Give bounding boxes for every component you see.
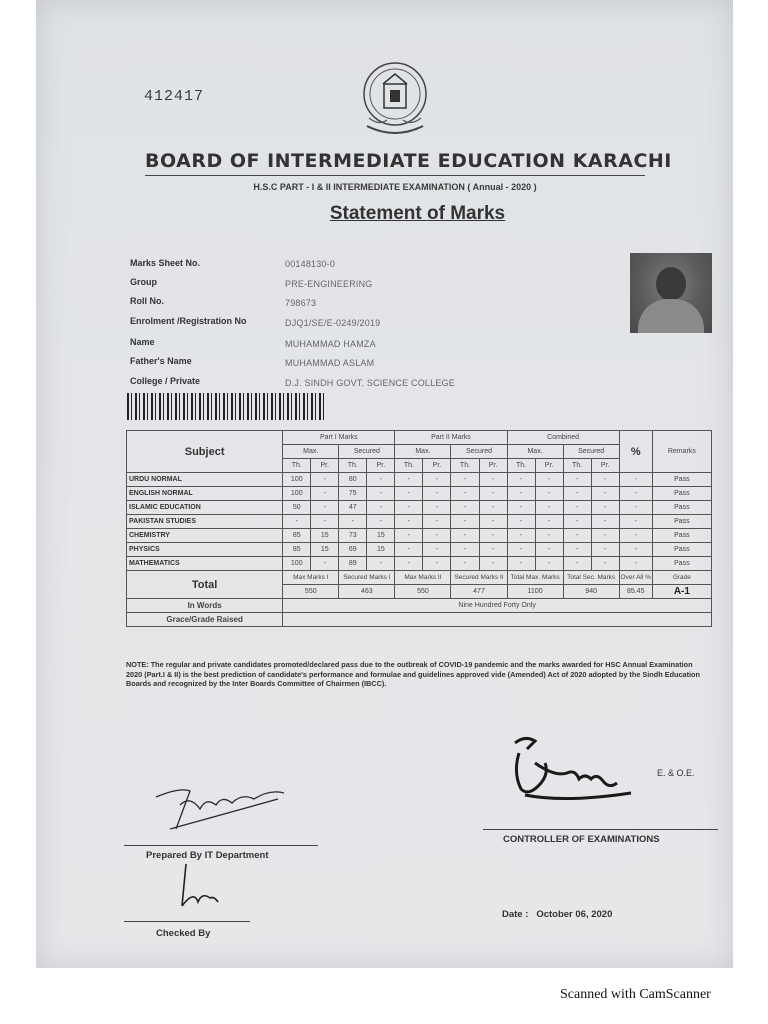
controller-signature <box>505 733 635 805</box>
mark-cell: - <box>367 501 395 515</box>
mark-cell: - <box>451 543 479 557</box>
mark-cell: - <box>339 515 367 529</box>
photo-body <box>638 299 704 333</box>
table-row <box>127 543 712 557</box>
controller-title: CONTROLLER OF EXAMINATIONS <box>503 834 660 845</box>
barcode <box>127 393 324 420</box>
pr-header: Pr. <box>591 459 619 473</box>
mark-cell: 89 <box>339 557 367 571</box>
mark-cell: - <box>563 557 591 571</box>
mark-cell: - <box>395 473 423 487</box>
remark-cell: Pass <box>652 515 711 529</box>
mark-cell: - <box>423 557 451 571</box>
remark-cell: Pass <box>652 529 711 543</box>
mark-cell: - <box>451 557 479 571</box>
mark-cell: - <box>591 487 619 501</box>
mark-cell: - <box>451 473 479 487</box>
mark-cell: - <box>507 529 535 543</box>
total-header: Secured Marks I <box>339 571 395 585</box>
date-value: October 06, 2020 <box>536 909 613 920</box>
mark-cell: - <box>423 515 451 529</box>
mark-cell: - <box>311 501 339 515</box>
max-header: Max. <box>395 445 451 459</box>
mark-cell: - <box>395 543 423 557</box>
label-group: Group <box>130 277 157 287</box>
total-value: 1100 <box>507 585 563 599</box>
mark-cell: - <box>535 529 563 543</box>
value-group: PRE-ENGINEERING <box>285 279 373 289</box>
th-header: Th. <box>451 459 479 473</box>
remark-cell: Pass <box>652 487 711 501</box>
mark-cell: - <box>395 557 423 571</box>
mark-cell: - <box>535 543 563 557</box>
table-row <box>127 529 712 543</box>
mark-cell: - <box>563 487 591 501</box>
mark-cell: - <box>479 557 507 571</box>
value-name: MUHAMMAD HAMZA <box>285 339 376 349</box>
checked-line <box>124 921 250 922</box>
mark-cell: - <box>283 515 311 529</box>
remark-cell: Pass <box>652 501 711 515</box>
title-rule <box>145 175 645 176</box>
grace-label: Grace/Grade Raised <box>127 613 283 627</box>
in-words-label: In Words <box>127 599 283 613</box>
document-title <box>145 203 690 225</box>
total-value: 550 <box>395 585 451 599</box>
in-words-value: Nine Hundred Forty Only <box>283 599 712 613</box>
th-header: Th. <box>563 459 591 473</box>
mark-cell: - <box>563 515 591 529</box>
table-row <box>127 515 712 529</box>
subject-header: Subject <box>127 431 283 473</box>
marks-table <box>126 430 712 627</box>
mark-cell: - <box>591 515 619 529</box>
mark-cell: - <box>535 473 563 487</box>
table-row <box>127 501 712 515</box>
mark-cell: - <box>395 487 423 501</box>
table-row <box>127 487 712 501</box>
mark-cell: - <box>619 515 652 529</box>
total-header: Max Marks I <box>283 571 339 585</box>
mark-cell: - <box>507 515 535 529</box>
mark-cell: - <box>563 543 591 557</box>
mark-cell: - <box>479 473 507 487</box>
document-title-text: Statement of Marks <box>329 203 506 224</box>
secured-header: Secured <box>339 445 395 459</box>
issue-date <box>502 909 612 920</box>
mark-cell: - <box>535 515 563 529</box>
subject-name: ENGLISH NORMAL <box>127 487 283 501</box>
remark-cell: Pass <box>652 473 711 487</box>
mark-cell: 69 <box>339 543 367 557</box>
mark-cell: - <box>395 515 423 529</box>
mark-cell: 80 <box>339 473 367 487</box>
value-marks-sheet-no: 00148130-0 <box>285 259 336 269</box>
mark-cell: 15 <box>311 543 339 557</box>
candidate-photo <box>630 253 712 333</box>
mark-cell: 15 <box>367 529 395 543</box>
mark-cell: 47 <box>339 501 367 515</box>
value-father-name: MUHAMMAD ASLAM <box>285 358 375 368</box>
mark-cell: - <box>507 557 535 571</box>
mark-cell: - <box>591 473 619 487</box>
subject-rows <box>127 473 712 571</box>
eoe-text: E. & O.E. <box>657 768 695 778</box>
mark-cell: - <box>311 515 339 529</box>
th-header: Th. <box>339 459 367 473</box>
total-value: 940 <box>563 585 619 599</box>
prepared-by: Prepared By IT Department <box>146 850 269 861</box>
total-label: Total <box>127 571 283 599</box>
mark-cell: - <box>591 557 619 571</box>
total-header: Total Sec. Marks <box>563 571 619 585</box>
remarks-header: Remarks <box>652 431 711 473</box>
th-header: Th. <box>283 459 311 473</box>
remark-cell: Pass <box>652 543 711 557</box>
table-row <box>127 557 712 571</box>
total-value: 550 <box>283 585 339 599</box>
mark-cell: - <box>311 473 339 487</box>
mark-cell: - <box>535 501 563 515</box>
secured-header: Secured <box>563 445 619 459</box>
label-name: Name <box>130 337 155 347</box>
mark-cell: 50 <box>283 501 311 515</box>
mark-cell: - <box>619 557 652 571</box>
mark-cell: - <box>367 557 395 571</box>
remark-cell: Pass <box>652 557 711 571</box>
grace-value <box>283 613 712 627</box>
mark-cell: - <box>395 501 423 515</box>
th-header: Th. <box>507 459 535 473</box>
mark-cell: - <box>479 543 507 557</box>
subject-name: PAKISTAN STUDIES <box>127 515 283 529</box>
mark-cell: - <box>619 501 652 515</box>
mark-cell: - <box>311 557 339 571</box>
mark-cell: - <box>479 487 507 501</box>
checked-signature <box>172 862 222 914</box>
mark-cell: - <box>619 487 652 501</box>
mark-cell: - <box>591 501 619 515</box>
mark-cell: 100 <box>283 557 311 571</box>
mark-cell: - <box>591 529 619 543</box>
mark-cell: - <box>479 515 507 529</box>
value-enrolment: DJQ1/SE/E-0249/2019 <box>285 318 381 328</box>
total-header: Grade <box>652 571 711 585</box>
mark-cell: - <box>619 473 652 487</box>
mark-cell: - <box>619 529 652 543</box>
max-header: Max. <box>283 445 339 459</box>
mark-cell: 15 <box>311 529 339 543</box>
percent-header: % <box>619 431 652 473</box>
mark-cell: - <box>423 529 451 543</box>
mark-cell: - <box>423 487 451 501</box>
serial-number: 412417 <box>144 88 205 105</box>
pr-header: Pr. <box>367 459 395 473</box>
mark-cell: - <box>423 543 451 557</box>
mark-cell: - <box>395 529 423 543</box>
subject-name: ISLAMIC EDUCATION <box>127 501 283 515</box>
mark-cell: - <box>367 515 395 529</box>
photo-head <box>656 267 686 301</box>
mark-cell: - <box>507 473 535 487</box>
mark-cell: - <box>367 487 395 501</box>
mark-cell: 100 <box>283 473 311 487</box>
date-label: Date : <box>502 909 529 920</box>
total-value: 477 <box>451 585 507 599</box>
label-marks-sheet-no: Marks Sheet No. <box>130 258 201 268</box>
prepared-line <box>124 845 318 846</box>
secured-header: Secured <box>451 445 507 459</box>
mark-cell: - <box>507 543 535 557</box>
camscanner-footer: Scanned with CamScanner <box>560 987 711 1002</box>
mark-cell: - <box>451 529 479 543</box>
exam-title: H.S.C PART - I & II INTERMEDIATE EXAMINATION ( Annual - 2020 ) <box>253 182 537 192</box>
total-value: 85.45 <box>619 585 652 599</box>
mark-cell: - <box>423 501 451 515</box>
mark-cell: - <box>535 487 563 501</box>
combined-header: Combined <box>507 431 619 445</box>
pr-header: Pr. <box>311 459 339 473</box>
pr-header: Pr. <box>479 459 507 473</box>
mark-cell: - <box>367 473 395 487</box>
subject-name: URDU NORMAL <box>127 473 283 487</box>
mark-cell: - <box>451 515 479 529</box>
mark-cell: 73 <box>339 529 367 543</box>
mark-cell: 15 <box>367 543 395 557</box>
grade-value: A-1 <box>652 585 711 599</box>
note-text: NOTE: The regular and private candidates promoted/declared pass due to the outbreak of COVID-19 pandemic and the marks awarded for HSC Annual Examination 2020 (Part.I & II) is the best prediction of candidate's performance and formulae and guidelines approved vide (Amended) Act of 2020 adopted by the Sindh Education Boards and recognized by the Inter Boards Committee of Chairmen (IBCC). <box>126 660 700 689</box>
max-header: Max. <box>507 445 563 459</box>
controller-line <box>483 829 718 830</box>
checked-by: Checked By <box>156 928 211 939</box>
mark-cell: - <box>619 543 652 557</box>
mark-cell: - <box>507 487 535 501</box>
mark-cell: - <box>479 529 507 543</box>
mark-cell: - <box>535 557 563 571</box>
part2-header: Part II Marks <box>395 431 507 445</box>
pr-header: Pr. <box>535 459 563 473</box>
mark-cell: - <box>563 473 591 487</box>
mark-cell: 85 <box>283 543 311 557</box>
pr-header: Pr. <box>423 459 451 473</box>
label-roll-no: Roll No. <box>130 296 164 306</box>
board-emblem-icon <box>359 60 431 142</box>
label-college: College / Private <box>130 376 201 386</box>
mark-cell: - <box>423 473 451 487</box>
prepared-signature <box>150 775 290 835</box>
part1-header: Part I Marks <box>283 431 395 445</box>
total-header: Over All % <box>619 571 652 585</box>
total-header: Secured Marks II <box>451 571 507 585</box>
mark-cell: - <box>563 501 591 515</box>
mark-cell: 85 <box>283 529 311 543</box>
mark-cell: - <box>563 529 591 543</box>
label-enrolment: Enrolment /Registration No <box>130 316 247 326</box>
value-college: D.J. SINDH GOVT. SCIENCE COLLEGE <box>285 378 455 388</box>
value-roll-no: 798673 <box>285 298 317 308</box>
mark-cell: - <box>451 501 479 515</box>
subject-name: MATHEMATICS <box>127 557 283 571</box>
label-father-name: Father's Name <box>130 356 192 366</box>
mark-cell: 100 <box>283 487 311 501</box>
mark-cell: - <box>311 487 339 501</box>
mark-cell: - <box>591 543 619 557</box>
total-header: Total Max. Marks <box>507 571 563 585</box>
subject-name: CHEMISTRY <box>127 529 283 543</box>
mark-cell: - <box>479 501 507 515</box>
table-row <box>127 473 712 487</box>
board-title: BOARD OF INTERMEDIATE EDUCATION KARACHI <box>145 150 672 172</box>
total-header: Max Marks II <box>395 571 451 585</box>
mark-cell: 75 <box>339 487 367 501</box>
subject-name: PHYSICS <box>127 543 283 557</box>
mark-cell: - <box>451 487 479 501</box>
th-header: Th. <box>395 459 423 473</box>
total-value: 463 <box>339 585 395 599</box>
mark-cell: - <box>507 501 535 515</box>
